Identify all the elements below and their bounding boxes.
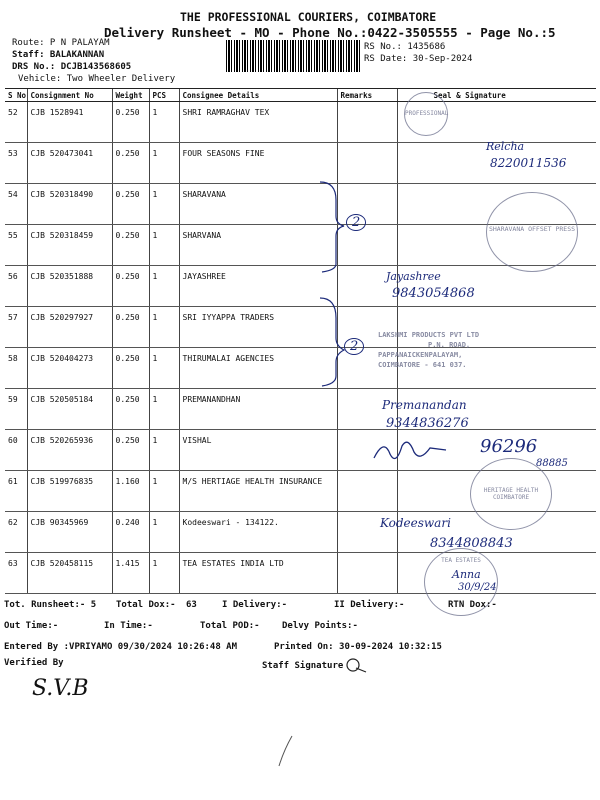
cell-consignment: CJB 520473041 xyxy=(27,143,112,184)
cell-consignment: CJB 90345969 xyxy=(27,512,112,553)
cell-consignee: SHRI RAMRAGHAV TEX xyxy=(179,102,337,143)
verified-signature: S.V.B xyxy=(32,676,89,701)
remarks-brackets xyxy=(318,180,368,390)
company-name: THE PROFESSIONAL COURIERS, COIMBATORE xyxy=(180,10,437,24)
signature-row60 xyxy=(370,436,450,464)
cell-sno: 61 xyxy=(5,471,27,512)
cell-weight: 0.250 xyxy=(112,102,149,143)
cell-weight: 0.250 xyxy=(112,266,149,307)
cell-consignee: PREMANANDHAN xyxy=(179,389,337,430)
bracket-mark-2: 2 xyxy=(344,338,364,355)
cell-sno: 58 xyxy=(5,348,27,389)
cell-pcs: 1 xyxy=(149,307,179,348)
cell-sno: 55 xyxy=(5,225,27,266)
cell-consignee: Kodeeswari - 134122. xyxy=(179,512,337,553)
cell-weight: 1.415 xyxy=(112,553,149,594)
cell-sno: 63 xyxy=(5,553,27,594)
cell-pcs: 1 xyxy=(149,553,179,594)
cell-consignee: THIRUMALAI AGENCIES xyxy=(179,348,337,389)
handwriting-row63-date: 30/9/24 xyxy=(458,582,497,593)
cell-weight: 0.250 xyxy=(112,389,149,430)
i-delivery: I Delivery:- xyxy=(222,600,288,610)
stamp-line: P.N. ROAD, xyxy=(428,341,471,349)
cell-sno: 56 xyxy=(5,266,27,307)
cell-weight: 0.250 xyxy=(112,225,149,266)
cell-sno: 59 xyxy=(5,389,27,430)
stamp-row58 xyxy=(378,330,538,370)
cell-sno: 52 xyxy=(5,102,27,143)
handwriting-row60-phone: 96296 xyxy=(480,436,538,457)
rtn-dox: RTN Dox:- xyxy=(448,600,497,610)
stamp-row52: PROFESSIONAL xyxy=(404,92,448,136)
col-weight: Weight xyxy=(112,89,149,102)
col-remarks: Remarks xyxy=(337,89,397,102)
cell-consignee: SHARAVANA xyxy=(179,184,337,225)
total-runsheet: Tot. Runsheet:- 5 xyxy=(4,600,97,610)
out-time: Out Time:- xyxy=(4,621,59,631)
cell-weight: 0.240 xyxy=(112,512,149,553)
barcode xyxy=(226,40,360,72)
cell-remarks xyxy=(337,102,397,143)
cell-remarks xyxy=(337,553,397,594)
cell-sno: 60 xyxy=(5,430,27,471)
entered-by: Entered By :VPRIYAMO 09/30/2024 10:26:48 AM xyxy=(4,642,237,652)
cell-consignee: M/S HERTIAGE HEALTH INSURANCE xyxy=(179,471,337,512)
total-pod: Total POD:- xyxy=(200,621,260,631)
printed-on: Printed On: 30-09-2024 10:32:15 xyxy=(274,642,442,652)
cell-weight: 1.160 xyxy=(112,471,149,512)
verified-by: Verified By xyxy=(4,658,64,668)
stamp-row61: HERITAGE HEALTH COIMBATORE xyxy=(470,458,552,530)
cell-pcs: 1 xyxy=(149,143,179,184)
stamp-row63: TEA ESTATES xyxy=(424,548,498,616)
handwriting-row60-extra: 88885 xyxy=(536,458,568,469)
handwriting-row63-sign: Anna xyxy=(452,568,481,581)
cell-sno: 57 xyxy=(5,307,27,348)
cell-weight: 0.250 xyxy=(112,307,149,348)
cell-consignee: FOUR SEASONS FINE xyxy=(179,143,337,184)
vehicle: Vehicle: Two Wheeler Delivery xyxy=(18,74,176,84)
cell-consignment: CJB 520351888 xyxy=(27,266,112,307)
cell-pcs: 1 xyxy=(149,184,179,225)
cell-consignee: SHARVANA xyxy=(179,225,337,266)
table-header-row xyxy=(5,89,596,102)
cell-weight: 0.250 xyxy=(112,430,149,471)
cell-weight: 0.250 xyxy=(112,143,149,184)
staff-signature-mark xyxy=(344,656,370,674)
cell-consignment: CJB 520318459 xyxy=(27,225,112,266)
cell-consignment: CJB 520265936 xyxy=(27,430,112,471)
drs-number: DRS No.: DCJB143568605 xyxy=(12,62,132,72)
cell-consignment: CJB 520505184 xyxy=(27,389,112,430)
cell-consignee: SRI IYYAPPA TRADERS xyxy=(179,307,337,348)
handwriting-row62-name: Kodeeswari xyxy=(380,516,451,530)
cell-consignment: CJB 1528941 xyxy=(27,102,112,143)
cell-consignment: CJB 520297927 xyxy=(27,307,112,348)
cell-pcs: 1 xyxy=(149,430,179,471)
col-seal: Seal & Signature xyxy=(397,89,596,102)
stamp-line: LAKSHMI PRODUCTS PVT LTD xyxy=(378,331,480,339)
runsheet-title: Delivery Runsheet - MO - Phone No.:0422-3505555 - Page No.:5 xyxy=(104,25,556,40)
table-row xyxy=(5,266,596,307)
cell-pcs: 1 xyxy=(149,102,179,143)
cell-consignee: JAYASHREE xyxy=(179,266,337,307)
col-consignment: Consignment No xyxy=(27,89,112,102)
cell-consignment: CJB 520458115 xyxy=(27,553,112,594)
cell-pcs: 1 xyxy=(149,348,179,389)
cell-remarks xyxy=(337,471,397,512)
rs-date: RS Date: 30-Sep-2024 xyxy=(364,54,473,64)
total-dox-label: Total Dox:- xyxy=(116,600,176,610)
route: Route: P N PALAYAM xyxy=(12,38,110,48)
cell-sno: 54 xyxy=(5,184,27,225)
ii-delivery: II Delivery:- xyxy=(334,600,405,610)
bracket-mark-1: 2 xyxy=(346,214,366,231)
cell-consignment: CJB 520318490 xyxy=(27,184,112,225)
stamp-line: COIMBATORE - 641 037. xyxy=(378,361,467,369)
stamp-row54: SHARAVANA OFFSET PRESS xyxy=(486,192,578,272)
cell-pcs: 1 xyxy=(149,471,179,512)
cell-sno: 53 xyxy=(5,143,27,184)
table-row xyxy=(5,102,596,143)
handwriting-row53-phone: 8220011536 xyxy=(490,156,567,170)
cell-pcs: 1 xyxy=(149,266,179,307)
rs-number: RS No.: 1435686 xyxy=(364,42,446,52)
staff-signature: Staff Signature xyxy=(262,661,344,671)
total-dox-value: 63 xyxy=(186,600,197,610)
cell-consignee: TEA ESTATES INDIA LTD xyxy=(179,553,337,594)
cell-remarks xyxy=(337,143,397,184)
handwriting-row56-name: Jayashree xyxy=(386,270,441,283)
handwriting-row62-phone: 8344808843 xyxy=(430,536,513,551)
table-row xyxy=(5,553,596,594)
cell-pcs: 1 xyxy=(149,512,179,553)
handwriting-row53-name: Relcha xyxy=(486,140,525,153)
handwriting-row59-name: Premanandan xyxy=(382,398,467,412)
col-consignee: Consignee Details xyxy=(179,89,337,102)
handwriting-row59-phone: 9344836276 xyxy=(386,416,469,431)
col-sno: S No xyxy=(5,89,27,102)
cell-pcs: 1 xyxy=(149,389,179,430)
handwriting-row56-phone: 9843054868 xyxy=(392,286,475,301)
delvy-points: Delvy Points:- xyxy=(282,621,358,631)
stray-mark xyxy=(276,734,296,768)
cell-weight: 0.250 xyxy=(112,348,149,389)
in-time: In Time:- xyxy=(104,621,153,631)
staff: Staff: BALAKANNAN xyxy=(12,50,105,60)
stamp-line: PAPPANAICKENPALAYAM, xyxy=(378,351,463,359)
cell-consignment: CJB 519976835 xyxy=(27,471,112,512)
cell-sno: 62 xyxy=(5,512,27,553)
cell-weight: 0.250 xyxy=(112,184,149,225)
cell-pcs: 1 xyxy=(149,225,179,266)
col-pcs: PCS xyxy=(149,89,179,102)
table-row xyxy=(5,389,596,430)
cell-consignment: CJB 520404273 xyxy=(27,348,112,389)
cell-consignee: VISHAL xyxy=(179,430,337,471)
